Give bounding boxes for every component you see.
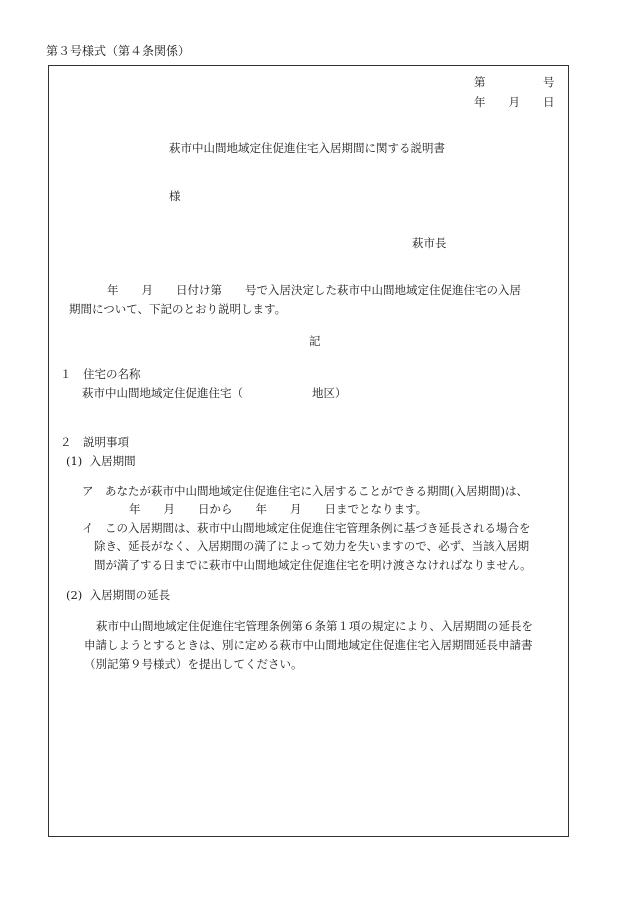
intro-line-1: 年 月 日付け第 号で入居決定した萩市中山間地域定住促進住宅の入居 (107, 283, 521, 297)
document-title: 萩市中山間地域定住促進住宅入居期間に関する説明書 (169, 141, 445, 155)
extension-para-line-2: 申請しようとするときは、別に定める萩市中山間地域定住促進住宅入居期間延長申請書 (84, 638, 533, 652)
document-number: 第 号 (474, 75, 555, 89)
issuer: 萩市長 (412, 236, 447, 250)
item-a-line-1: ア あなたが萩市中山間地域定住促進住宅に入居することができる期間(入居期間)は、 (82, 484, 528, 498)
item-i-line-3: 間が満了する日までに萩市中山間地域定住促進住宅を明け渡さなければなりません。 (94, 558, 532, 572)
section-1-value: 萩市中山間地域定住促進住宅（ 地区） (82, 386, 347, 400)
recipient-suffix: 様 (169, 189, 181, 203)
form-label: 第３号様式（第４条関係） (46, 44, 191, 58)
section-2-heading: ２ 説明事項 (60, 435, 129, 449)
extension-para-line-3: （別記第９号様式）を提出してください。 (84, 657, 303, 671)
intro-line-2: 期間について、下記のとおり説明します。 (69, 302, 287, 316)
item-a-line-2: 年 月 日から 年 月 日までとなります。 (129, 502, 428, 516)
subsection-1-heading: (1) 入居期間 (66, 454, 136, 468)
section-1-heading: １ 住宅の名称 (60, 367, 141, 381)
item-i-line-2: 除き、延長がなく、入居期間の満了によって効力を失いますので、必ず、当該入居期 (94, 539, 530, 553)
subsection-2-heading: (2) 入居期間の延長 (66, 588, 171, 602)
document-date: 年 月 日 (474, 95, 555, 109)
document-frame (48, 65, 569, 837)
item-i-line-1: イ この入居期間は、萩市中山間地域定住促進住宅管理条例に基づき延長される場合を (82, 521, 531, 535)
ki-label: 記 (309, 334, 321, 348)
extension-para-line-1: 萩市中山間地域定住促進住宅管理条例第６条第１項の規定により、入居期間の延長を (96, 619, 533, 633)
